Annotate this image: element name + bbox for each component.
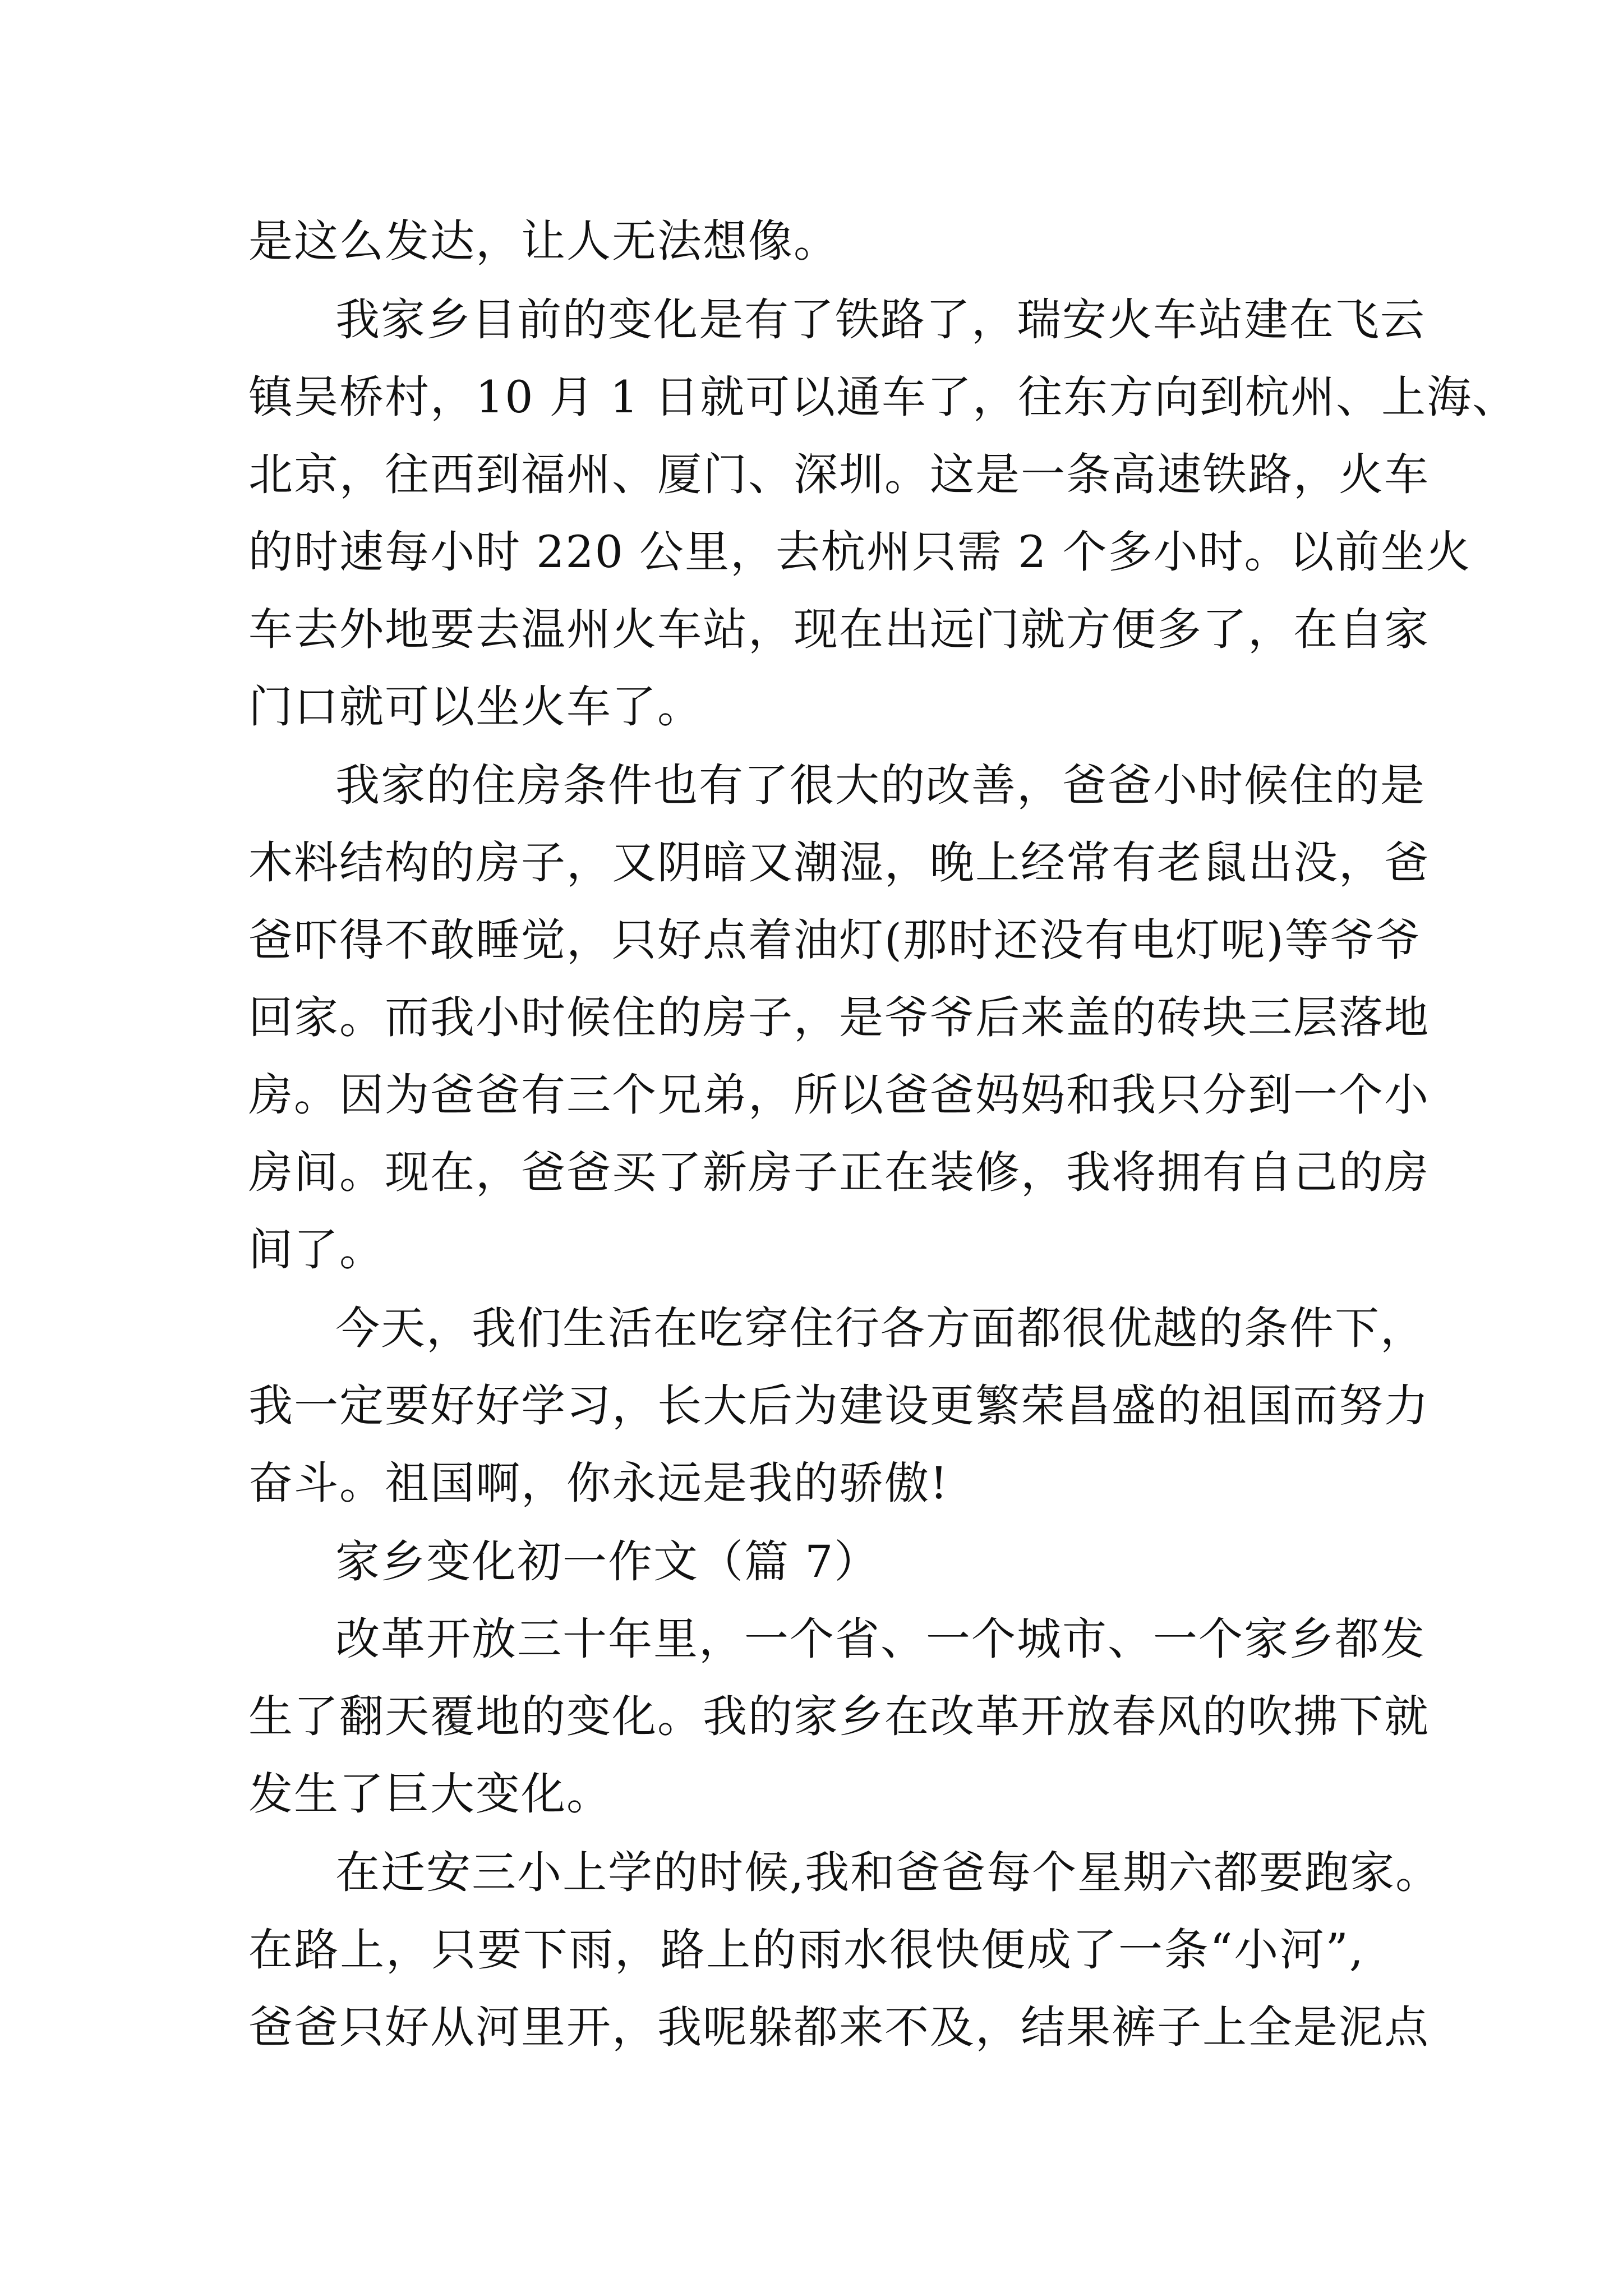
text-line: 镇吴桥村，10 月 1 日就可以通车了，往东方向到杭州、上海、 [248, 371, 1518, 423]
paragraph-first-line: 今天，我们生活在吃穿住行各方面都很优越的条件下， [335, 1303, 1426, 1354]
section-heading: 家乡变化初一作文（篇 7） [335, 1536, 880, 1588]
text-line: 北京，往西到福州、厦门、深圳。这是一条高速铁路，火车 [248, 449, 1430, 500]
text-line: 的时速每小时 220 公里，去杭州只需 2 个多小时。以前坐火 [248, 526, 1472, 578]
paragraph-first-line: 我家乡目前的变化是有了铁路了，瑞安火车站建在飞云 [335, 294, 1426, 346]
text-line: 房。因为爸爸有三个兄弟，所以爸爸妈妈和我只分到一个小 [248, 1069, 1430, 1121]
text-line: 我一定要好好学习，长大后为建设更繁荣昌盛的祖国而努力 [248, 1380, 1430, 1432]
text-line: 奋斗。祖国啊，你永远是我的骄傲! [248, 1457, 949, 1509]
text-line: 发生了巨大变化。 [248, 1768, 612, 1820]
text-line: 木料结构的房子，又阴暗又潮湿，晚上经常有老鼠出没，爸 [248, 837, 1430, 889]
text-line: 门口就可以坐火车了。 [248, 681, 703, 733]
paragraph-first-line: 我家的住房条件也有了很大的改善，爸爸小时候住的是 [335, 760, 1426, 811]
paragraph-first-line: 改革开放三十年里，一个省、一个城市、一个家乡都发 [335, 1613, 1426, 1665]
text-line: 生了翻天覆地的变化。我的家乡在改革开放春风的吹拂下就 [248, 1691, 1430, 1742]
text-line: 房间。现在，爸爸买了新房子正在装修，我将拥有自己的房 [248, 1147, 1430, 1198]
text-line: 间了。 [248, 1224, 385, 1276]
text-line: 是这么发达，让人无法想像。 [248, 215, 839, 267]
text-line: 在路上，只要下雨，路上的雨水很快便成了一条“小河”, [248, 1924, 1364, 1976]
text-line: 车去外地要去温州火车站，现在出远门就方便多了，在自家 [248, 604, 1430, 655]
text-line: 爸爸只好从河里开，我呢躲都来不及，结果裤子上全是泥点 [248, 2001, 1430, 2053]
text-line: 回家。而我小时候住的房子，是爷爷后来盖的砖块三层落地 [248, 992, 1430, 1043]
paragraph-first-line: 在迁安三小上学的时候,我和爸爸每个星期六都要跑家。 [335, 1847, 1441, 1898]
text-line: 爸吓得不敢睡觉，只好点着油灯(那时还没有电灯呢)等爷爷 [248, 914, 1421, 966]
